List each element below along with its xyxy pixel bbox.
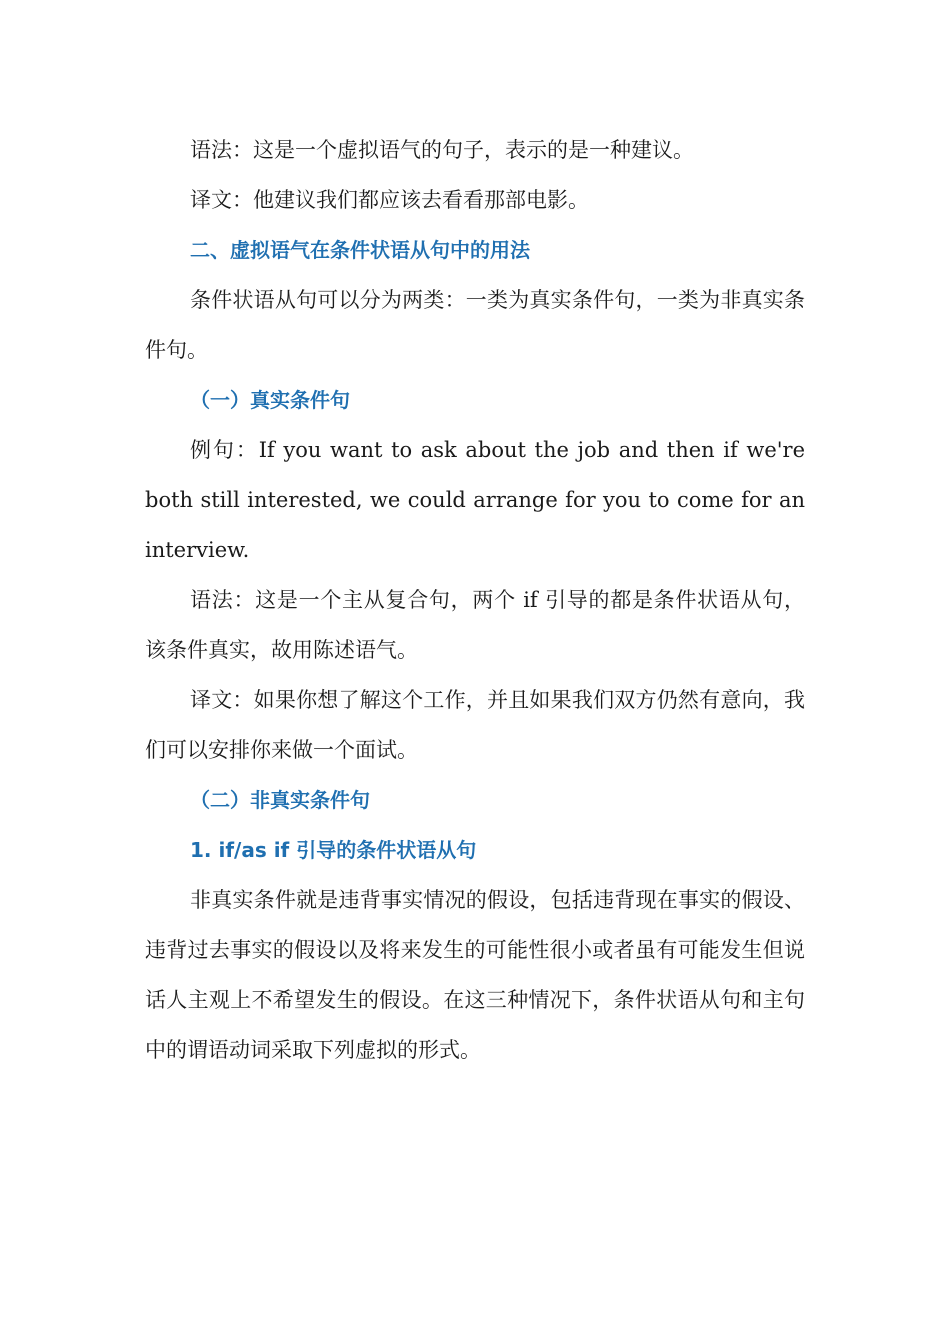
subsubsection-heading: 1. if/as if 引导的条件状语从句	[190, 838, 477, 862]
subsection-heading-unreal: （二）非真实条件句	[190, 788, 370, 812]
grammar-note-paragraph: 语法：这是一个虚拟语气的句子，表示的是一种建议。	[190, 138, 694, 162]
translation-paragraph-2: 译文：如果你想了解这个工作，并且如果我们双方仍然有意向，我们可以安排你来做一个面试。	[145, 688, 805, 762]
explanation-paragraph: 非真实条件就是违背事实情况的假设，包括违背现在事实的假设、违背过去事实的假设以及将来发生的可能性很小或者虽有可能发生但说话人主观上不希望发生的假设。在这三种情况下，条件状语从句和主句中的谓语动词采取下列虚拟的形式。	[145, 888, 805, 1062]
translation-paragraph: 译文：他建议我们都应该去看看那部电影。	[190, 188, 589, 212]
subsection-heading-real: （一）真实条件句	[190, 388, 350, 412]
grammar-paragraph: 语法：这是一个主从复合句，两个 if 引导的都是条件状语从句，该条件真实，故用陈述语气。	[145, 588, 805, 662]
section-heading: 二、虚拟语气在条件状语从句中的用法	[190, 238, 530, 262]
intro-paragraph: 条件状语从句可以分为两类：一类为真实条件句，一类为非真实条件句。	[145, 288, 805, 362]
example-paragraph: 例句：If you want to ask about the job and then if we're both still interested, we could arrange for you to come for an interview.	[145, 438, 805, 562]
document-page	[145, 125, 805, 1075]
